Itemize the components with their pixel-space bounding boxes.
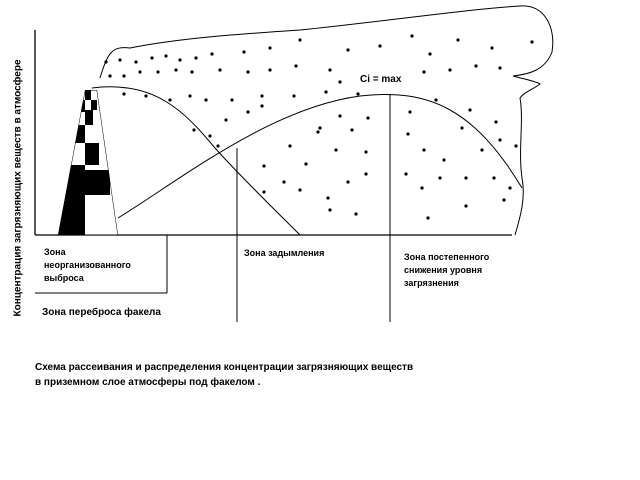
- particle-dot: [318, 126, 321, 129]
- particle-dot: [364, 150, 367, 153]
- particle-dot: [194, 56, 197, 59]
- particle-dot: [216, 144, 219, 147]
- particle-dot: [260, 104, 263, 107]
- particle-dot: [498, 66, 501, 69]
- particle-dot: [502, 198, 505, 201]
- particle-dot: [134, 60, 137, 63]
- particle-dot: [218, 68, 221, 71]
- particle-dot: [208, 134, 211, 137]
- particle-dot: [262, 164, 265, 167]
- particle-dot: [316, 130, 319, 133]
- particle-dot: [168, 98, 171, 101]
- particle-dot: [156, 70, 159, 73]
- particle-dot: [364, 172, 367, 175]
- diagram-caption: Схема рассеивания и распределения концентрации загрязняющих веществ в приземном слое атмосферы под факелом .: [35, 362, 414, 388]
- smokestack: [50, 85, 130, 240]
- particle-dot: [338, 80, 341, 83]
- particle-dot: [334, 148, 337, 151]
- particle-dot: [246, 110, 249, 113]
- particle-dot: [442, 158, 445, 161]
- particle-dot: [144, 94, 147, 97]
- plume-outline: [100, 6, 553, 235]
- particle-dot: [438, 176, 441, 179]
- particle-dot: [490, 46, 493, 49]
- peak-concentration-label: Ci = max: [360, 74, 402, 85]
- particle-dot: [346, 48, 349, 51]
- particle-dot: [456, 38, 459, 41]
- particle-dot: [474, 64, 477, 67]
- particle-dot: [326, 196, 329, 199]
- particle-dot: [356, 92, 359, 95]
- particle-dot: [494, 120, 497, 123]
- particle-dot: [406, 132, 409, 135]
- particle-dot: [210, 52, 213, 55]
- y-axis-label: Концентрация загрязняющих веществ в атмосфере: [12, 59, 24, 317]
- particle-dot: [178, 58, 181, 61]
- particle-dot: [190, 70, 193, 73]
- particle-dot: [508, 186, 511, 189]
- zone-transfer-label: Зона переброса факела: [42, 307, 161, 318]
- particle-dot: [492, 176, 495, 179]
- particle-dot: [530, 40, 533, 43]
- particle-dot: [150, 56, 153, 59]
- particle-dot: [138, 70, 141, 73]
- particle-dot: [460, 126, 463, 129]
- particle-dot: [282, 180, 285, 183]
- particle-dot: [104, 60, 107, 63]
- particle-dot: [260, 94, 263, 97]
- particle-dot: [420, 186, 423, 189]
- particle-dot: [338, 114, 341, 117]
- particle-dot: [122, 92, 125, 95]
- particle-dot: [434, 98, 437, 101]
- particle-dot: [298, 188, 301, 191]
- particle-dot: [246, 70, 249, 73]
- particle-dot: [328, 68, 331, 71]
- particle-dot: [164, 54, 167, 57]
- particle-dot: [288, 144, 291, 147]
- particle-dot: [268, 68, 271, 71]
- particle-dot: [298, 38, 301, 41]
- particle-dot: [480, 148, 483, 151]
- particle-dot: [350, 128, 353, 131]
- particle-dot: [378, 44, 381, 47]
- particle-dot: [324, 90, 327, 93]
- particle-dot: [404, 172, 407, 175]
- zone-unorganized-label: Зона неорганизованного выброса: [44, 247, 131, 283]
- particle-dot: [108, 74, 111, 77]
- particle-dot: [292, 94, 295, 97]
- zone-smoke-label: Зона задымления: [244, 248, 325, 258]
- particle-dot: [422, 148, 425, 151]
- particle-dot: [448, 68, 451, 71]
- particle-dot: [354, 212, 357, 215]
- particle-dot: [328, 208, 331, 211]
- particle-dot: [122, 74, 125, 77]
- particle-dot: [188, 94, 191, 97]
- particle-dot: [514, 144, 517, 147]
- particle-dot: [262, 190, 265, 193]
- particle-dot: [304, 162, 307, 165]
- concentration-curve: [118, 94, 522, 218]
- unorganized-boundary-curve: [92, 87, 300, 235]
- particle-dot: [346, 180, 349, 183]
- particle-dot: [268, 46, 271, 49]
- particle-dot: [464, 176, 467, 179]
- particle-dot: [242, 50, 245, 53]
- particle-dot: [428, 52, 431, 55]
- particle-dot: [410, 34, 413, 37]
- particle-dot: [464, 204, 467, 207]
- particle-dot: [468, 108, 471, 111]
- particle-dot: [204, 98, 207, 101]
- particle-dot: [426, 216, 429, 219]
- zone-gradual-label: Зона постепенного снижения уровня загрязнения: [404, 252, 490, 288]
- pollutant-particles: [104, 34, 533, 219]
- particle-dot: [174, 68, 177, 71]
- particle-dot: [230, 98, 233, 101]
- particle-dot: [224, 118, 227, 121]
- particle-dot: [422, 70, 425, 73]
- particle-dot: [498, 138, 501, 141]
- particle-dot: [366, 116, 369, 119]
- particle-dot: [294, 64, 297, 67]
- particle-dot: [408, 110, 411, 113]
- particle-dot: [118, 58, 121, 61]
- particle-dot: [192, 128, 195, 131]
